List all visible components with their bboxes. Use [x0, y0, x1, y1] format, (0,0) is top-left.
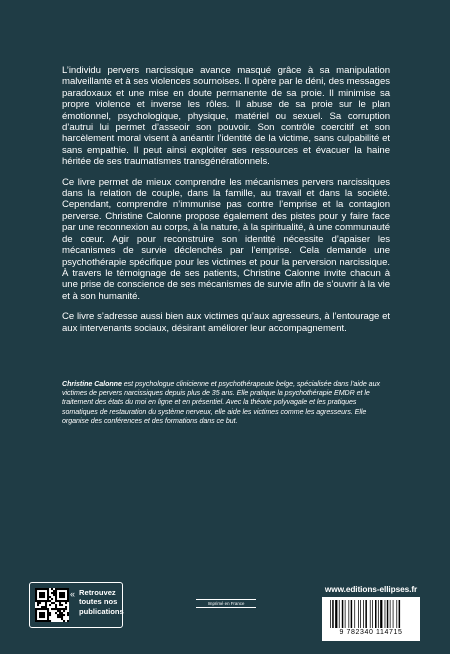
chevron-left-icon: «	[70, 589, 76, 599]
isbn-number: 9 782340 114715	[339, 629, 403, 636]
blurb-paragraph-2: Ce livre permet de mieux comprendre les mécanismes pervers narcissiques dans la relation de couple, dans la famille, au travail et dans la société. Cependant, comprendre n’immunise pas contre l’emprise et la contagion perverse. Christine Calonne propose également des pistes pour y faire face par une reconnexion au corps, à la nature, à la spiritualité, à une communauté de cœur. Agir pour reconstruire son identité nécessite d’apaiser les mécanismes de survie déclenchés par l’emprise. Cela demande une psychothérapie spécifique pour les victimes et pour la perversion narcissique. À travers le témoignage de ses patients, Christine Calonne invite chacun à une prise de conscience de ses mécanismes de survie afin de s’ouvrir à la vie et à son humanité.	[62, 176, 390, 302]
printed-in-france: Imprimé en France	[196, 599, 256, 608]
publications-line-3: publications	[79, 606, 124, 616]
author-name: Christine Calonne	[62, 380, 122, 388]
publications-box[interactable]	[29, 582, 123, 628]
publications-line-1: Retrouvez	[79, 588, 116, 597]
author-bio	[62, 380, 390, 426]
author-bio-text: est psychologue clinicienne et psychothérapeute belge, spécialisée dans l’aide aux victimes de pervers narcissiques depuis plus de 35 ans. Elle pratique la psychothérapie EMDR et le traitement des états du moi en ligne et en présentiel. Avec la théorie polyvagale et les pratiques somatiques de restauration du système nerveux, elle aide les victimes comme les agresseurs. Elle organise des conférences et des formations dans ce but.	[62, 380, 380, 425]
qr-code-icon[interactable]	[35, 588, 69, 622]
publications-text	[79, 588, 123, 616]
publications-line-2: toutes nos	[79, 597, 118, 607]
blurb	[62, 65, 390, 343]
website-url[interactable]: www.editions-ellipses.fr	[324, 584, 418, 594]
blurb-paragraph-3: Ce livre s’adresse aussi bien aux victimes qu’aux agresseurs, à l’entourage et aux intervenants sociaux, désirant améliorer leur accompagnement.	[62, 311, 390, 334]
blurb-paragraph-1: L’individu pervers narcissique avance masqué grâce à sa manipulation malveillante et à ses violences sournoises. Il opère par le déni, des messages paradoxaux et une mise en doute permanente de sa proie. Il minimise sa propre violence et inverse les rôles. Il abuse de sa proie sur le plan émotionnel, psychologique, physique, matériel ou sexuel. Sa corruption d’autrui lui permet d’asseoir son pouvoir. Son contrôle coercitif et son harcèlement moral visent à anéantir l’identité de la victime, sans culpabilité et sans empathie. Il peut ainsi exploiter ses ressources et évacuer la haine héritée de ses traumatismes transgénérationnels.	[62, 65, 390, 168]
